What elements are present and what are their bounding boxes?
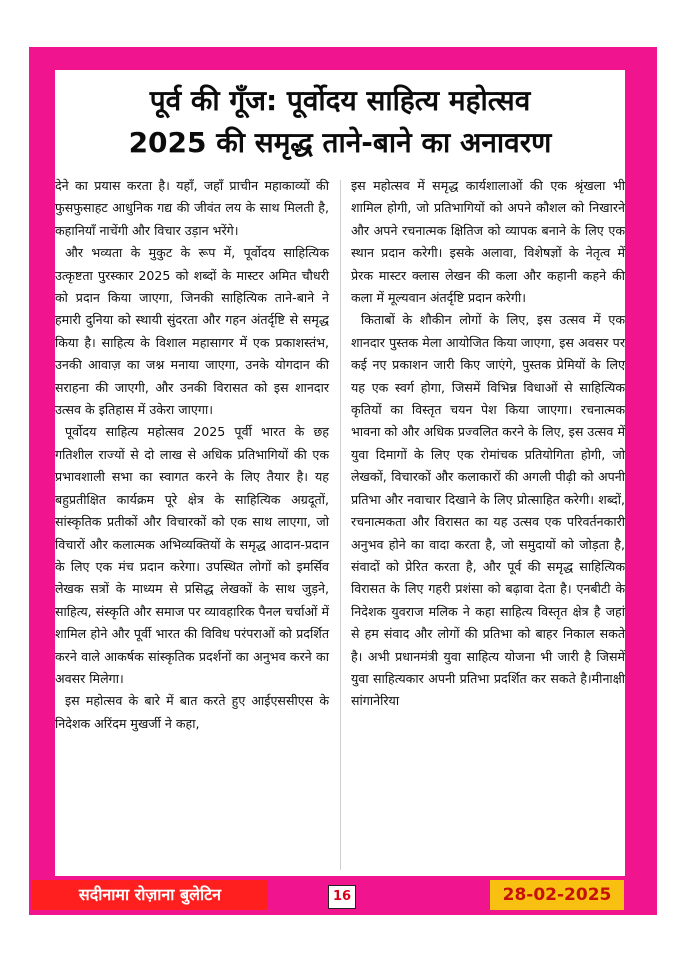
issue-date: 28-02-2025 — [490, 880, 624, 910]
paragraph: और भव्यता के मुकुट के रूप में, पूर्वोदय साहित्यिक उत्कृष्टता पुरस्कार 2025 को शब्दों के मास्टर अमित चौधरी को प्रदान किया जाएगा, जिनकी साहित्यिक ताने-बाने ने हमारी दुनिया को स्थायी सुंदरता और गहन अंतर्दृष्टि से समृद्ध किया है। साहित्य के विशाल महासागर में एक प्रकाशस्तंभ, उनकी आवाज़ का जश्न मनाया जाएगा, उनके योगदान की सराहना की जाएगी, और उनकी विरासत को इस शानदार उत्सव के इतिहास में उकेरा जाएगा। — [55, 245, 329, 418]
headline-line-1: पूर्व की गूँज: पूर्वोदय साहित्य महोत्सव — [149, 84, 531, 117]
publication-name: सदीनामा रोज़ाना बुलेटिन — [32, 880, 268, 910]
paragraph: इस महोत्सव में समृद्ध कार्यशालाओं की एक श्रृंखला भी शामिल होगी, जो प्रतिभागियों को अपने कौशल को निखारने और अपने रचनात्मक क्षितिज को व्यापक बनाने के लिए एक स्थान प्रदान करेगी। इसके अलावा, विशेषज्ञों के नेतृत्व में प्रेरक मास्टर क्लास लेखन की कला और कहानी कहने की कला में मूल्यवान अंतर्दृष्टि प्रदान करेगी। — [351, 178, 625, 306]
headline-line-2: 2025 की समृद्ध ताने-बाने का अनावरण — [128, 126, 552, 159]
column-divider — [340, 180, 341, 870]
page-number: 16 — [328, 885, 356, 909]
right-column — [351, 175, 625, 713]
article-page — [55, 70, 625, 876]
paragraph: इस महोत्सव के बारे में बात करते हुए आईएससीएस के निदेशक अरिंदम मुखर्जी ने कहा, — [55, 693, 329, 731]
article-headline — [55, 80, 625, 164]
paragraph: देने का प्रयास करता है। यहाँ, जहाँ प्राचीन महाकाव्यों की फुसफुसाहट आधुनिक गद्य की जीवंत लय के साथ मिलती है, कहानियाँ नाचेंगी और विचार उड़ान भरेंगे। — [55, 178, 329, 238]
paragraph: पूर्वोदय साहित्य महोत्सव 2025 पूर्वी भारत के छह गतिशील राज्यों से दो लाख से अधिक प्रतिभागियों की एक प्रभावशाली सभा का स्वागत करने के लिए तैयार है। यह बहुप्रतीक्षित कार्यक्रम पूरे क्षेत्र के साहित्यिक अग्रदूतों, सांस्कृतिक प्रतीकों और विचारकों को एक साथ लाएगा, जो विचारों और कलात्मक अभिव्यक्तियों के समृद्ध आदान-प्रदान के लिए एक मंच प्रदान करेगा। उपस्थित लोगों को इमर्सिव लेखक सत्रों के माध्यम से प्रसिद्ध लेखकों के साथ जुड़ने, साहित्य, संस्कृति और समाज पर व्यावहारिक पैनल चर्चाओं में शामिल होने और पूर्वी भारत की विविध परंपराओं को प्रदर्शित करने वाले आकर्षक सांस्कृतिक प्रदर्शनों का अनुभव करने का अवसर मिलेगा। — [55, 424, 329, 686]
paragraph: किताबों के शौकीन लोगों के लिए, इस उत्सव में एक शानदार पुस्तक मेला आयोजित किया जाएगा, इस अवसर पर कई नए प्रकाशन जारी किए जाएंगे, पुस्तक प्रेमियों के लिए यह एक स्वर्ग होगा, जिसमें विभिन्न विधाओं से साहित्यिक कृतियों का विस्तृत चयन पेश किया जाएगा। रचनात्मक भावना को और अधिक प्रज्वलित करने के लिए, इस उत्सव में युवा दिमागों के लिए एक रोमांचक प्रतियोगिता होगी, जो लेखकों, विचारकों और कलाकारों की अगली पीढ़ी को अपनी प्रतिभा और नवाचार दिखाने के लिए प्रोत्साहित करेगी। शब्दों, रचनात्मकता और विरासत का यह उत्सव एक परिवर्तनकारी अनुभव होने का वादा करता है, जो समुदायों को जोड़ता है, संवादों को प्रेरित करता है, और पूर्व की समृद्ध साहित्यिक विरासत के लिए गहरी प्रशंसा को बढ़ावा देता है। एनबीटी के निदेशक युवराज मलिक ने कहा साहित्य विस्तृत क्षेत्र है जहां से हम संवाद और लोगों की प्रतिभा को बाहर निकाल सकते है। अभी प्रधानमंत्री युवा साहित्य योजना भी जारी है जिसमें युवा साहित्यकार अपनी प्रतिभा प्रदर्शित कर सकते है।मीनाक्षी सांगानेरिया — [351, 312, 625, 709]
left-column — [55, 175, 329, 735]
